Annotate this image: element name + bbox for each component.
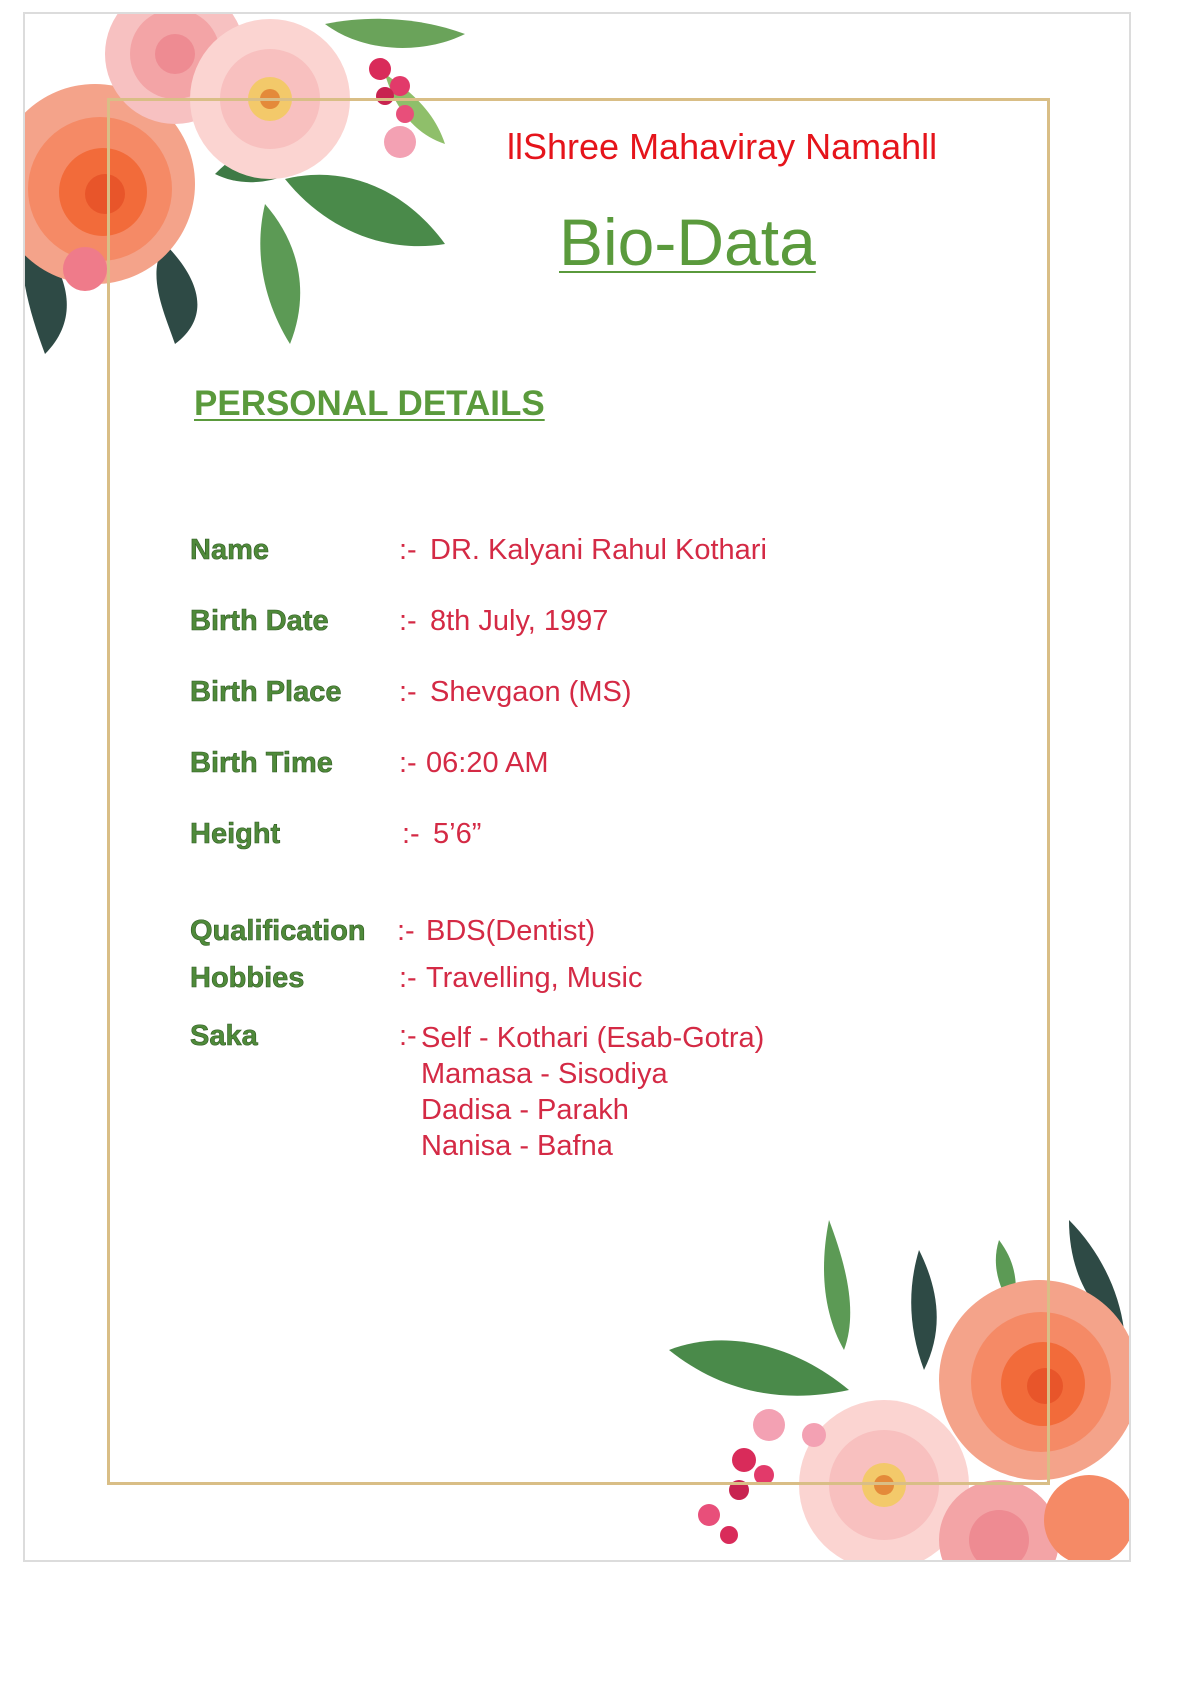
detail-label: Birth Date xyxy=(190,605,329,637)
saka-lines-list xyxy=(421,1020,764,1164)
page-title: Bio-Data xyxy=(559,205,816,279)
detail-value: 5’6” xyxy=(433,818,482,850)
gold-border-frame xyxy=(107,98,1050,1485)
detail-label: Birth Time xyxy=(190,747,333,779)
biodata-page xyxy=(23,12,1131,1562)
detail-label: Height xyxy=(190,818,281,850)
detail-separator: :- xyxy=(397,915,415,947)
detail-label: Saka xyxy=(190,1020,258,1052)
detail-label: Name xyxy=(190,534,269,566)
saka-line: Dadisa - Parakh xyxy=(421,1094,629,1126)
detail-separator: :- xyxy=(399,534,417,566)
detail-separator: :- xyxy=(399,747,417,779)
detail-label: Birth Place xyxy=(190,676,342,708)
detail-separator: :- xyxy=(399,605,417,637)
detail-label: Hobbies xyxy=(190,962,305,994)
invocation-text: llShree Mahaviray Namahll xyxy=(507,126,938,167)
saka-line: Mamasa - Sisodiya xyxy=(421,1058,668,1090)
saka-line: Nanisa - Bafna xyxy=(421,1130,613,1162)
saka-line: Self - Kothari (Esab-Gotra) xyxy=(421,1022,765,1054)
detail-value: BDS(Dentist) xyxy=(426,915,596,947)
detail-value: 8th July, 1997 xyxy=(430,605,609,637)
detail-value: 06:20 AM xyxy=(426,747,549,779)
section-heading-personal-details: PERSONAL DETAILS xyxy=(194,384,545,423)
detail-value: Travelling, Music xyxy=(426,962,643,994)
detail-value: Shevgaon (MS) xyxy=(430,676,632,708)
detail-separator: :- xyxy=(399,676,417,708)
detail-value: DR. Kalyani Rahul Kothari xyxy=(430,534,767,566)
detail-separator: :- xyxy=(402,818,420,850)
detail-separator: :- xyxy=(399,1020,417,1052)
detail-separator: :- xyxy=(399,962,417,994)
detail-label: Qualification xyxy=(190,915,366,947)
